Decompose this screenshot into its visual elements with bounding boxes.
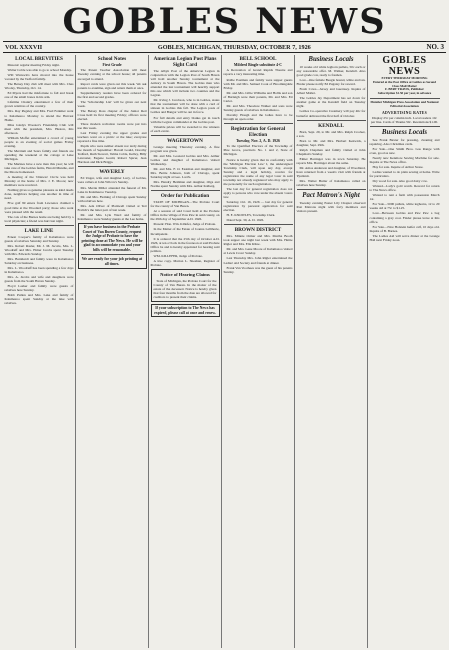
newspaper-page: [3, 2, 446, 648]
divider: [297, 120, 366, 121]
date-label: GOBLES, MICHIGAN, THURSDAY, OCTOBER 7, 1926: [157, 43, 311, 51]
news-item: Mrs. Hendry Heldman and daughter, Olga and Norma spent Sunday with Mrs. Arthur Kalberg.: [150, 180, 220, 189]
news-item: Mr. and Mrs. Lillie Williams and Hollis and son of Burleigh were their parents, Mr. and Mrs. Ed Carter.: [223, 90, 293, 103]
news-item: The Betsey Day club will meet with Mrs. Chas Wooley, Thursday, Oct. 14.: [4, 82, 74, 91]
subscription-reminder: If your subscription to The News has expired, please call at once and renew.: [151, 304, 220, 317]
news-item: Wanted to rent a farm with possession March 1st.: [369, 193, 440, 202]
news-item: For Sale—5000 pullets, white leghorns, 12 to 20 weeks old at 75c to $1.25.: [369, 202, 440, 211]
news-item: The Ladies Aid will serve dinner at the Grange Hall next Friday noon.: [369, 233, 440, 242]
order-heading: Order for Publication: [160, 193, 210, 200]
news-item: Miss Gladys Wooster's Friendship Club will meet with the president, Mrs. Huston, this afternoon.: [4, 122, 74, 135]
news-item: F. BERT TRAVIS, Publisher: [385, 87, 424, 92]
column-1: [3, 55, 76, 648]
lake-line-heading: LAKE LINE: [24, 227, 54, 234]
column-2: [76, 55, 149, 648]
news-item: A Recreation of Grand Rapids Theatre and reports a very interesting time.: [223, 68, 293, 77]
news-item: A true copy. Marion L. Sheehan, Register of Probate.: [150, 258, 220, 267]
kendall-list: [297, 130, 366, 188]
news-item: Gobles Co-operative Creamery will pay 46c for butterfat delivered the first half of October.: [296, 109, 366, 118]
bell-school-list: [224, 68, 293, 121]
news-item: For Sale—Nice Holstein heifer calf, 10 days old. Inquire of B. Barnes.: [369, 224, 440, 233]
news-item: Valuable prizes will be awarded to the winners of each event.: [150, 124, 220, 133]
divider: [370, 98, 440, 99]
order-list: [151, 200, 220, 267]
column-5: [295, 55, 368, 648]
news-item: For full details and entry blanks get in touch with the Legion commander at the Gobles post.: [150, 115, 220, 124]
kendall-heading: KENDALL: [318, 122, 344, 129]
legion-heading: American Legion Post Plans Sight Card: [153, 56, 217, 68]
news-item: At a session of said Court held at the Probate Office in the village of Paw Paw in said county, on the 29th day of September A.D. 1926.: [150, 209, 220, 222]
news-item: For Sale—One Smith Bros. Gas Range with oven, good as new.: [369, 146, 440, 155]
news-item: Ed Myers had the misfortune to fall and break one of the small bones in his arm.: [4, 91, 74, 100]
news-item: Report cards were given out this week. We ask parents to examine, sign and return them at once.: [77, 81, 147, 90]
advertising-rates-heading: ADVERTISING RATES: [381, 110, 428, 115]
news-item: Floyd Lasher and family were guests of relatives here Sunday.: [4, 284, 74, 293]
news-item: The Gobles Jay Department has set down for another game at the Kendall field on Tuesday night.: [296, 96, 366, 109]
news-item: See Frank Baxter for pressing, cleaning and repairing. Also Christmas cards.: [369, 137, 440, 146]
news-item: The 'Scholarship List' will be given out next week.: [77, 99, 147, 108]
news-item: Mrs. Robert Rasler, Mr. J. M. Jacobs, Mrs. L. Woodruff and Mrs. Elmer Jacobs spent Tuesday with Mrs. Edwards Sunday.: [4, 243, 74, 256]
divider: [78, 166, 147, 167]
news-item: Mr. and Mrs. Leonard Gobles and Mrs. Arthur Gobles and daughter of Kalamazoo visited Wednesday.: [150, 153, 220, 166]
business-locals-list-2: [370, 138, 440, 242]
column-4: [222, 55, 295, 648]
news-item: Mrs. A. Jacobs and wife and daughters were guests from the South Haven Sunday.: [4, 275, 74, 284]
news-item: Present: Hon. Wm. Killefer, Judge of Probate.: [153, 222, 217, 227]
news-item: Hay for sale. Inquire of Arthur Stone.: [372, 165, 424, 169]
news-item: Entered at the Post Office at Gobles as Second Class Mail Matter: [373, 79, 436, 88]
advertising-rates-text: Display 25c per column inch. Local readers 10c per line. Cards of Thanks 50c. Resolutions $1.00.: [370, 115, 439, 124]
news-item: Last Thursday Mrs. John Rigler entertained the Ladies' Aid Society and friends at dinner.: [223, 256, 293, 265]
registration-subheading: Tuesday, Nov. 2, A. D. 1926: [236, 138, 280, 143]
news-item: Mr. Irving J. Jacobson, who is in Gobles, states that the tournament will be done with a card of sixteen in Gobles this fall. The Legion posts of Gobles and Bangor will be out in force.: [150, 98, 220, 115]
news-item: Saturday, Oct. 16, 1926 — last day for general registration by personal application for said election.: [223, 199, 293, 213]
press-association-member: Member Michigan Press Association and National Editorial Association: [370, 99, 439, 108]
news-item: Mrs. Barnhardt and family were in Kalamazoo Saturday on business.: [4, 256, 74, 265]
registration-heading: Registration for General Election: [230, 125, 286, 138]
news-item: Three modern recitation rooms were put into use this week.: [77, 121, 147, 131]
news-item: Subscription $1.50 per year, in advance: [377, 91, 432, 96]
news-item: Five golf 99 enters from Lawrence claimed a good time at the Woodard party; those who went were pleased with the result.: [4, 201, 74, 214]
news-item: Masonic regular meeting Friday night.: [7, 63, 60, 67]
divider: [151, 190, 220, 191]
news-item: Mrs. Minnie Ormer and Mrs. Martha Booth took supper one night last week with Mrs. Hattie Rigler and Mrs. Ella Kline.: [223, 234, 293, 247]
local-brevities-list: [5, 63, 74, 223]
news-item: Will Warnock's have moved into the house vacated by the Tedford family.: [4, 73, 74, 82]
news-item: Mrs. Ada Oliver of Plainwell visited at Ted Fralich's the latter part of last week.: [77, 203, 147, 212]
dateline-bar: [3, 41, 446, 53]
news-item: Lost—One female Beagle hound, white and tan. Finder please notify Ed Pugsley for reward.: [296, 78, 366, 87]
news-item: Bobb Pullen and Mrs. Lake and family of Kalamazoo spent Sunday at the lake with relatives.: [4, 293, 74, 306]
news-item: Dated Sept. 30, A. D. 1926.: [226, 218, 264, 223]
news-item: Mrs. Mertie Miller attended the funeral of Mr. Lake in Kalamazoo Tuesday.: [77, 185, 147, 194]
news-item: The Parent Teacher Association will meet Tuesday evening at the school house; all parents are urged to attend.: [77, 68, 147, 81]
divider: [224, 123, 293, 124]
news-item: Grange meeting Thursday evening. A fine program was given.: [150, 144, 220, 153]
bell-school-heading: BELL SCHOOL: [239, 56, 277, 62]
news-item: Born to Mr. and Mrs. Herbert Kenwick, a daughter, Sept. 29th.: [296, 138, 366, 147]
news-item: A meeting of the 'Ottawas' Circle was held Monday at the home of Mrs. J. E. Moore; new members were received.: [4, 175, 74, 188]
school-notes-heading: School Notes: [97, 56, 127, 62]
columns: [3, 55, 446, 648]
registration-list: [224, 144, 293, 222]
masthead-box-title: GOBLES NEWS: [382, 55, 427, 77]
news-item: To the Qualified Electors of the Township of Pine Grove, precincts No. 1 and 2, State of Michigan.: [223, 144, 293, 157]
news-item: Lost—Between Gobles and Paw Paw a bag containing a gray coat. Finder please leave at this office.: [369, 211, 440, 224]
newspaper-masthead: GOBLES NEWS: [62, 2, 387, 42]
brown-district-heading: BROWN DISTRICT: [234, 227, 282, 234]
news-item: Dry wood for sale. Also good dairy cow.: [372, 179, 428, 184]
news-item: Mrs. Ray Pugsley and Mrs. Fred Fenimer went to Kalamazoo Monday to attend the Harvest Home.: [4, 109, 74, 122]
news-item: H. E. KNOWLES, Township Clerk.: [226, 213, 276, 218]
news-item: William Moffet entertained a crowd of young people to an evening of social games Friday evening.: [4, 135, 74, 148]
news-item: Rollie Eastman and family were supper guests with Mr. and Mrs. Samuel Cook of Bloomingdale Friday.: [223, 77, 293, 90]
wagertown-heading: WAGERTOWN: [167, 137, 203, 144]
hearing-claims-notice: [151, 269, 220, 302]
bell-school-subheading: Mildred Bingle substitute 4-C: [233, 63, 283, 67]
brown-district-list: [224, 234, 293, 273]
news-item: Dorothy Hough and the ladies have to be through an open order.: [223, 112, 293, 121]
news-item: Frank Van Voorhees was the guest of his parents Sunday.: [223, 265, 293, 274]
news-item: Mr. and Mrs. Gene Moore of Kalamazoo visited at Lewis Cross' Sunday.: [223, 247, 293, 256]
news-item: Supplementary readers have been ordered for the first and second grades.: [77, 90, 147, 99]
news-item: Nothing gives so genuine pleasure as kind deeds done, neighbors helping one another in time of need.: [4, 188, 74, 201]
divider: [370, 126, 440, 127]
news-item: Fresh Cows—Jersey and Guernsey. Inquire of Albert Mallet.: [296, 87, 366, 96]
legion-list: [151, 69, 220, 133]
news-item: Ralph Chapman and family visited at John Chapman's Sunday.: [296, 147, 366, 156]
news-item: STATE OF MICHIGAN—The Probate Court for the county of Van Buren.: [150, 200, 220, 209]
news-item: EVERY THURSDAY MORNING: [381, 76, 428, 80]
notice-heading: Notice of Hearing Claims: [160, 271, 210, 277]
past-matrons-list: [297, 201, 366, 213]
divider: [81, 254, 144, 255]
news-item: Walter Coble was able to go to school Monday.: [7, 68, 72, 73]
school-notes-subheading: First Grade: [102, 63, 122, 67]
divider: [224, 224, 293, 225]
news-item: The cats of the Barnes home are being held by a local physician; a friend was hurt last night.: [4, 214, 74, 223]
lake-line-list: [5, 235, 74, 306]
news-item: Born, Sept. 29, to Mr. and Mrs. Ralph Crocker, a son.: [296, 129, 366, 138]
news-item: Elmer Barringer was in town Saturday. He reports Mrs. Barringer about the same.: [296, 156, 366, 165]
news-item: Ed Unger, wife and daughter Lucy, of Gobles, were callers at John Wilcox's Sunday.: [77, 176, 147, 185]
business-locals-heading-2: Business Locals: [381, 128, 428, 136]
probate-printing-ad: [78, 223, 147, 269]
job-printing-text: We are ready for your job printing at all times.: [81, 257, 143, 267]
news-item: Lifetime Chantry entertained a few of their grown relatives of the country.: [4, 100, 74, 109]
divider: [5, 225, 74, 226]
business-locals-list: [297, 65, 366, 118]
news-item: Tuesday evening Easter Lily Chapter observed Past Matrons night with forty members and visitors present.: [296, 201, 366, 214]
news-item: The Betsey Ross chapter of the Junior Red Cross held its first meeting Friday; officers were elected.: [77, 108, 147, 121]
masthead-box-lines: [370, 77, 440, 96]
news-item: Mrs. Walter Butler of Kalamazoo called on relatives here Sunday.: [296, 179, 366, 188]
news-item: It is ordered that the 25th day of October A.D. 1926, at ten o'clock in the forenoon at said Probate Office be and is hereby appointed for hearing said petition.: [150, 236, 220, 253]
news-item: Mr. and Mrs. Lyle Ward and family of Kalamazoo were Sunday guests at the Lee home.: [77, 212, 147, 221]
news-item: WM. KILLEFER, Judge of Probate.: [153, 253, 203, 258]
divider: [151, 135, 220, 136]
news-item: The Albyn Post of the American Legion in conjunction with the Legion Post of South Haven will hold another Sunday tournament at the Armory in South Haven. The Gobles men who attended the last tournament will heartily support this one which will include two counties and the Legion.: [150, 69, 220, 98]
column-3: [149, 55, 222, 648]
business-locals-heading: Business Locals: [308, 56, 354, 63]
news-item: The Marines have a new man this year; he will take care of the Gobles farms, Harold Mundie, and the Moore homestead.: [4, 162, 74, 175]
issue-number: NO. 3: [426, 43, 444, 51]
news-item: Last Friday evening the upper grades and teachers went on a picnic at the lake; everyone reported a fine time.: [77, 131, 147, 144]
news-item: Wanted—Lady's gold watch. Reward for return to The News office.: [369, 184, 440, 193]
news-item: In the Matter of the Estate of Joanna Lalliberte, Incompetent.: [150, 227, 220, 236]
news-item: Ladies wanted to do plain sewing at home. Write for particulars.: [369, 170, 440, 179]
divider: [297, 189, 366, 190]
waverly-list: [78, 176, 147, 220]
news-item: 10 weeks old white leghorn pullets, 50c each or any reasonable offer. M. Walker, Kendall. Also good grade cow, ready to freshen.: [296, 65, 366, 78]
news-item: Notice is hereby given that in conformity with the 'Michigan Election Law' I, the undersigned Township Clerk, will upon any day, except Sunday and a legal holiday, receive for registration the name of any legal voter in said township not already registered who may apply to me personally for such registration.: [223, 157, 293, 186]
news-item: The Merriam and Sears family and friends are spending the weekend at the cottage at Lake Michigan.: [4, 148, 74, 161]
news-item: Mr. Amos Anderson and daughter, of Woodland, have returned from a week's visit with friends at Ypsilanti.: [296, 165, 366, 179]
news-item: Mr. and Mrs. F. O. Eastman and daughter, and Mrs. Bettie Johnson, both of Chicago, spent Saturday night at Geo. Lord's.: [150, 166, 220, 180]
school-notes-list: [78, 68, 147, 164]
news-item: Mr. and Mrs. Fleming of Chicago spent Sunday with relatives here.: [77, 194, 147, 203]
news-item: Mr. and Mrs. Theodore Walker and sons were Sunday guests of relatives in Kalamazoo.: [223, 103, 293, 112]
news-item: Ernest Cooper's family of Kalamazoo were guests of relatives Saturday and Sunday.: [4, 234, 74, 243]
column-6: [368, 55, 441, 648]
news-item: Mrs. L. Woodruff has been spending a few days in Kalamazoo.: [4, 266, 74, 275]
volume-label: VOL XXXVII: [5, 43, 43, 51]
news-item: Pupils who were neither absent nor tardy during the month of September: Harold Gould, Dorothy Tedford, Ruth Stewart, Velma Coble, Kelley, Billy Lancaster, Eugene Gould, Robert Spicer, Jean Harrison and Dick Briggs.: [77, 144, 147, 165]
probate-ad-text: If you have business in the Probate Court of Van Buren County, request the Judge of Probate to have the printing done at The News. He will be glad to accommodate you and your bills will be reasonable.: [81, 224, 143, 252]
past-matrons-heading: Pact Matron's Night: [302, 192, 360, 200]
wagertown-list: [151, 145, 220, 188]
local-brevities-heading: LOCAL BREVITIES: [15, 56, 63, 62]
news-item: The last day for general registration does not apply to persons who vote under the absent voters law.: [223, 186, 293, 199]
waverly-heading: WAVERLY: [99, 169, 125, 176]
notice-body: State of Michigan, the Probate Court for the County of Van Buren. In the matter of the estate of the deceased. Notice is hereby given that four months from the date are allowed for creditors to present their claims.: [153, 278, 217, 300]
news-item: Nearly new Kenmore Sewing Machine for sale. Inquire at The News office.: [369, 155, 440, 164]
